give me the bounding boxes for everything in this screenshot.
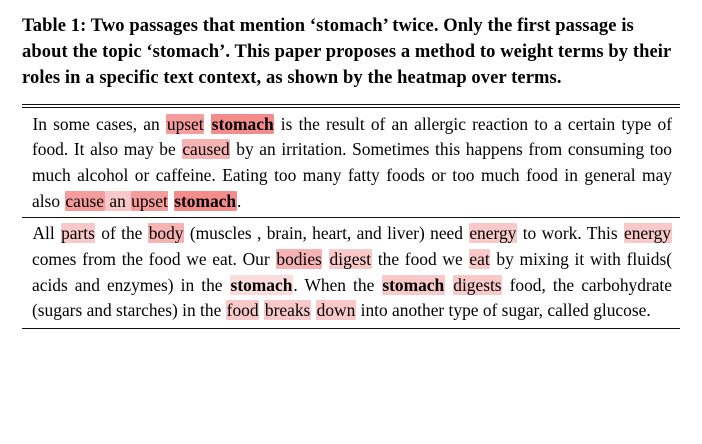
passage-token: cause bbox=[65, 190, 104, 211]
passage-token: into another type of sugar, called glucose. bbox=[356, 300, 651, 321]
passage-token: by an irritation. Sometimes this happens from consuming too much alcohol or caffeine. Eating too many fatty foods or too much food in general may also bbox=[32, 139, 672, 211]
passages-table bbox=[22, 104, 680, 329]
passage-token: stomach bbox=[211, 113, 274, 134]
passage-token: down bbox=[316, 300, 356, 321]
passage-token: the food we bbox=[372, 249, 469, 270]
passage-token: parts bbox=[61, 223, 95, 244]
passage-token: . When the bbox=[293, 274, 382, 295]
passage-token: stomach bbox=[382, 274, 445, 295]
passage-token: upset bbox=[131, 190, 168, 211]
passage-token: breaks bbox=[264, 300, 311, 321]
passage-token: digest bbox=[329, 249, 372, 270]
passage-token: body bbox=[148, 223, 184, 244]
passage-1 bbox=[22, 108, 680, 218]
passage-token: caused bbox=[182, 139, 230, 160]
passage-token: stomach bbox=[230, 274, 293, 295]
passage-token: an bbox=[105, 190, 131, 211]
passage-token: comes from the food we eat. Our bbox=[32, 249, 276, 270]
passage-token: food, the carbohydrate (sugars and starches) in the bbox=[32, 274, 672, 321]
passage-token: digests bbox=[453, 274, 502, 295]
passage-token: to work. This bbox=[517, 223, 623, 244]
passage-token: food bbox=[226, 300, 259, 321]
passage-token: (muscles , brain, heart, and liver) need bbox=[184, 223, 469, 244]
passage-token: stomach bbox=[174, 190, 237, 211]
table-caption: Table 1: Two passages that mention ‘stomach’ twice. Only the first passage is about the topic ‘stomach’. This paper proposes a method to weight terms by their roles in a specific text context, as shown by the heatmap over terms. bbox=[22, 16, 671, 88]
passage-token bbox=[168, 191, 173, 211]
passage-token: energy bbox=[624, 223, 672, 244]
passage-token: by mixing it with fluids( acids and enzymes) in the bbox=[32, 249, 673, 295]
passage-token: . bbox=[237, 190, 242, 211]
passage-token: All bbox=[32, 223, 61, 244]
passage-token: In some cases, an bbox=[32, 113, 166, 134]
passage-token: is the result of an allergic reaction to a certain type of food. It also may be bbox=[32, 113, 672, 160]
passage-token: eat bbox=[469, 249, 490, 270]
passage-token: bodies bbox=[276, 249, 322, 270]
passage-token: upset bbox=[166, 113, 204, 134]
passage-token: of the bbox=[95, 223, 148, 244]
passage-token: energy bbox=[469, 223, 517, 244]
passage-2 bbox=[22, 218, 680, 328]
passage-token bbox=[445, 275, 453, 295]
